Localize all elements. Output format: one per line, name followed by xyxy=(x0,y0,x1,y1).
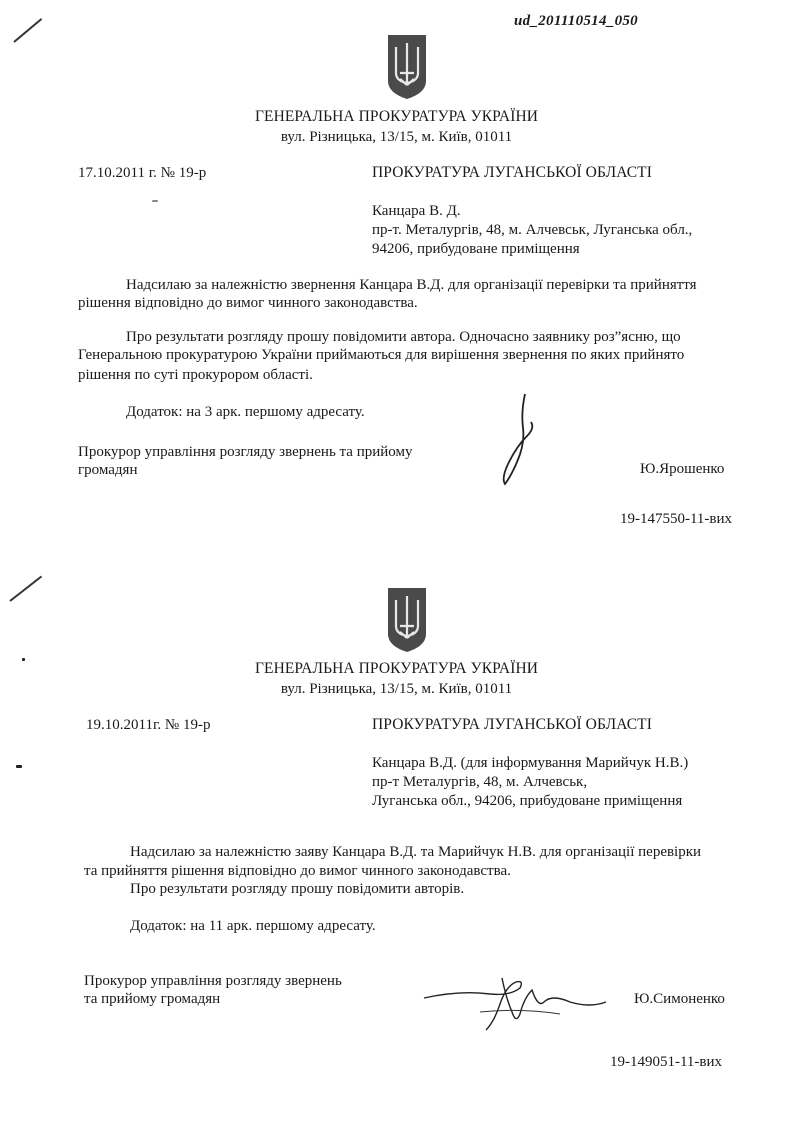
scan-mark xyxy=(9,576,42,602)
signer-name: Ю.Ярошенко xyxy=(640,461,725,477)
scan-speck xyxy=(152,200,158,202)
addressee-line: пр-т Металургів, 48, м. Алчевськ, xyxy=(372,774,588,790)
body-line: Генеральною прокуратурою України приймаються для вирішення звернення по яких прийнято xyxy=(78,347,685,363)
addressee-line: пр-т. Металургів, 48, м. Алчевськ, Луганська обл., xyxy=(372,222,693,238)
body-line: Про результати розгляду прошу повідомити авторів. xyxy=(130,881,465,897)
body-line: рішення по суті прокурором області. xyxy=(78,367,313,383)
addressee-line: 94206, прибудоване приміщення xyxy=(372,241,580,257)
trident-emblem-icon xyxy=(386,33,428,101)
signature xyxy=(420,968,610,1038)
org-address: вул. Різницька, 13/15, м. Київ, 01011 xyxy=(280,681,513,697)
outgoing-number: 19-149051-11-вих xyxy=(610,1054,723,1070)
addressee-line: Канцара В.Д. (для інформування Марийчук Н.В.) xyxy=(372,755,689,771)
signer-title-line: Прокурор управління розгляду звернень та прийому xyxy=(78,444,413,460)
recipient: ПРОКУРАТУРА ЛУГАНСЬКОЇ ОБЛАСТІ xyxy=(372,716,652,733)
org-title: ГЕНЕРАЛЬНА ПРОКУРАТУРА УКРАЇНИ xyxy=(254,108,539,125)
signer-title-line: громадян xyxy=(78,462,138,478)
body-line: рішення відповідно до вимог чинного законодавства. xyxy=(78,295,418,311)
body-line: Надсилаю за належністю звернення Канцара В.Д. для організації перевірки та прийняття xyxy=(126,277,697,293)
scan-mark xyxy=(13,18,42,43)
signer-name: Ю.Симоненко xyxy=(634,991,725,1007)
document-id: ud_201110514_050 xyxy=(514,13,638,29)
attachment-note: Додаток: на 11 арк. першому адресату. xyxy=(130,918,376,934)
date-number: 19.10.2011г. № 19-р xyxy=(86,717,211,733)
org-title: ГЕНЕРАЛЬНА ПРОКУРАТУРА УКРАЇНИ xyxy=(254,660,539,677)
outgoing-number: 19-147550-11-вих xyxy=(620,511,733,527)
body-line: Про результати розгляду прошу повідомити автора. Одночасно заявнику роз”ясню, що xyxy=(126,329,681,345)
addressee-line: Луганська обл., 94206, прибудоване приміщення xyxy=(372,793,683,809)
scan-speck xyxy=(16,765,22,768)
body-line: Надсилаю за належністю заяву Канцара В.Д. та Марийчук Н.В. для організації перевірки xyxy=(130,844,702,860)
recipient: ПРОКУРАТУРА ЛУГАНСЬКОЇ ОБЛАСТІ xyxy=(372,164,652,181)
org-address: вул. Різницька, 13/15, м. Київ, 01011 xyxy=(280,129,513,145)
signature xyxy=(495,392,545,488)
date-number: 17.10.2011 г. № 19-р xyxy=(78,165,207,181)
trident-emblem-icon xyxy=(386,586,428,654)
signer-title-line: Прокурор управління розгляду звернень xyxy=(84,973,342,989)
attachment-note: Додаток: на 3 арк. першому адресату. xyxy=(126,404,365,420)
addressee-line: Канцара В. Д. xyxy=(372,203,461,219)
body-line: та прийняття рішення відповідно до вимог чинного законодавства. xyxy=(84,863,511,879)
signer-title-line: та прийому громадян xyxy=(84,991,221,1007)
